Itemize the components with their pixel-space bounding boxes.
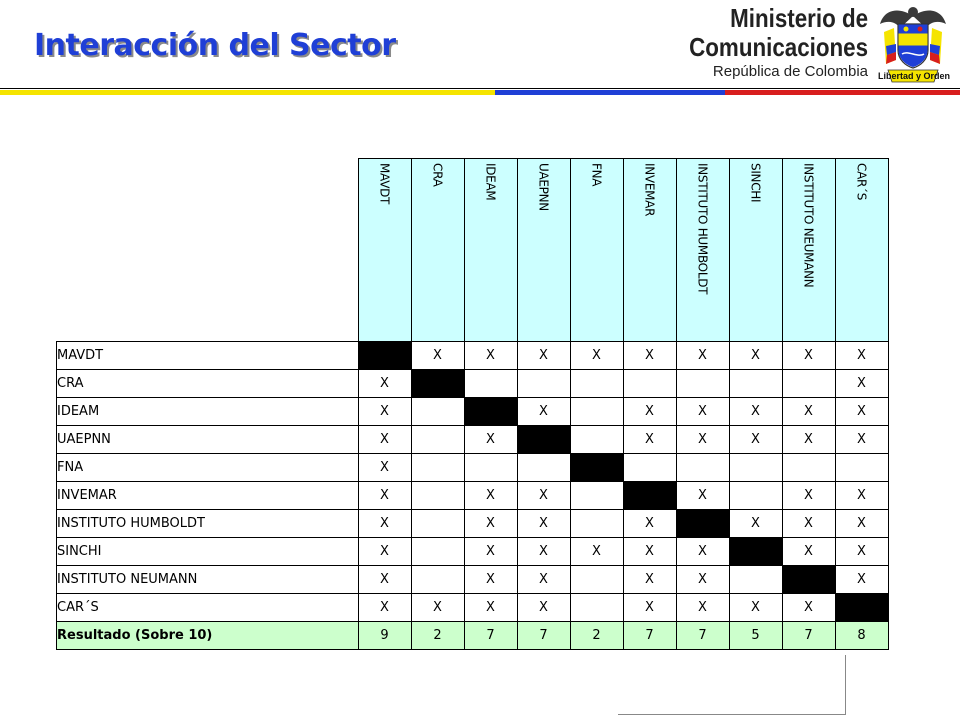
table-cell: X bbox=[464, 342, 517, 370]
table-cell bbox=[464, 454, 517, 482]
column-header-label: INSTITUTO NEUMANN bbox=[801, 163, 816, 288]
table-cell bbox=[570, 398, 623, 426]
column-header bbox=[570, 159, 623, 342]
table-row bbox=[57, 398, 889, 426]
table-cell: X bbox=[782, 510, 835, 538]
table-cell bbox=[517, 370, 570, 398]
table-cell: X bbox=[782, 398, 835, 426]
column-header bbox=[729, 159, 782, 342]
table-cell: X bbox=[835, 566, 888, 594]
table-cell: X bbox=[729, 594, 782, 622]
table-cell: X bbox=[517, 566, 570, 594]
table-cell: X bbox=[570, 538, 623, 566]
diagonal-cell bbox=[782, 566, 835, 594]
table-cell bbox=[782, 454, 835, 482]
row-label: INSTITUTO HUMBOLDT bbox=[57, 510, 359, 538]
page-title: Interacción del Sector bbox=[34, 28, 396, 63]
table-cell: X bbox=[835, 426, 888, 454]
result-value: 7 bbox=[517, 622, 570, 650]
column-header bbox=[464, 159, 517, 342]
table-cell: X bbox=[676, 426, 729, 454]
table-cell bbox=[517, 454, 570, 482]
table-cell: X bbox=[835, 342, 888, 370]
table-cell: X bbox=[676, 566, 729, 594]
table-cell: X bbox=[464, 538, 517, 566]
table-cell: X bbox=[570, 342, 623, 370]
table-cell bbox=[411, 482, 464, 510]
table-cell: X bbox=[835, 538, 888, 566]
table-row bbox=[57, 538, 889, 566]
table-cell: X bbox=[676, 342, 729, 370]
row-label: UAEPNN bbox=[57, 426, 359, 454]
table-cell: X bbox=[358, 594, 411, 622]
result-value: 2 bbox=[411, 622, 464, 650]
table-cell: X bbox=[623, 566, 676, 594]
table-cell bbox=[782, 370, 835, 398]
diagonal-cell bbox=[464, 398, 517, 426]
table-cell: X bbox=[623, 342, 676, 370]
row-label: INSTITUTO NEUMANN bbox=[57, 566, 359, 594]
table-cell bbox=[570, 426, 623, 454]
table-cell: X bbox=[464, 594, 517, 622]
table-cell bbox=[411, 398, 464, 426]
matrix-body bbox=[57, 342, 889, 650]
diagonal-cell bbox=[623, 482, 676, 510]
table-cell: X bbox=[517, 398, 570, 426]
diagonal-cell bbox=[676, 510, 729, 538]
table-cell: X bbox=[835, 370, 888, 398]
row-label: IDEAM bbox=[57, 398, 359, 426]
table-cell: X bbox=[358, 426, 411, 454]
column-header bbox=[676, 159, 729, 342]
table-cell bbox=[729, 370, 782, 398]
table-row bbox=[57, 342, 889, 370]
result-value: 7 bbox=[464, 622, 517, 650]
table-cell bbox=[411, 538, 464, 566]
table-cell: X bbox=[623, 510, 676, 538]
row-label: SINCHI bbox=[57, 538, 359, 566]
column-header bbox=[623, 159, 676, 342]
table-cell bbox=[570, 370, 623, 398]
table-cell: X bbox=[517, 482, 570, 510]
result-value: 7 bbox=[782, 622, 835, 650]
row-label: CRA bbox=[57, 370, 359, 398]
table-cell bbox=[729, 566, 782, 594]
table-cell: X bbox=[411, 594, 464, 622]
table-cell bbox=[570, 510, 623, 538]
table-cell bbox=[729, 482, 782, 510]
table-cell: X bbox=[358, 510, 411, 538]
matrix-corner bbox=[57, 159, 359, 342]
table-cell: X bbox=[358, 454, 411, 482]
column-header bbox=[411, 159, 464, 342]
row-label: CAR´S bbox=[57, 594, 359, 622]
seal-motto: Libertad y Orden bbox=[878, 71, 951, 81]
table-cell: X bbox=[358, 398, 411, 426]
table-cell bbox=[570, 566, 623, 594]
table-cell: X bbox=[729, 510, 782, 538]
table-cell bbox=[570, 594, 623, 622]
connector-line-horizontal bbox=[618, 714, 846, 715]
table-cell: X bbox=[782, 538, 835, 566]
table-cell: X bbox=[358, 566, 411, 594]
row-label: FNA bbox=[57, 454, 359, 482]
result-value: 9 bbox=[358, 622, 411, 650]
column-header-label: INSTITUTO HUMBOLDT bbox=[695, 163, 710, 295]
result-row bbox=[57, 622, 889, 650]
table-cell: X bbox=[782, 426, 835, 454]
diagonal-cell bbox=[729, 538, 782, 566]
table-cell: X bbox=[517, 510, 570, 538]
result-label: Resultado (Sobre 10) bbox=[57, 622, 359, 650]
column-header-label: UAEPNN bbox=[536, 163, 551, 211]
table-row bbox=[57, 566, 889, 594]
column-header bbox=[358, 159, 411, 342]
matrix-header-row bbox=[57, 159, 889, 342]
column-header-label: MAVDT bbox=[377, 163, 392, 205]
interaction-matrix bbox=[56, 158, 889, 650]
table-cell: X bbox=[464, 482, 517, 510]
diagonal-cell bbox=[411, 370, 464, 398]
table-row bbox=[57, 482, 889, 510]
header-divider-bar bbox=[0, 88, 960, 96]
row-label: INVEMAR bbox=[57, 482, 359, 510]
table-row bbox=[57, 594, 889, 622]
table-cell: X bbox=[517, 342, 570, 370]
row-label: MAVDT bbox=[57, 342, 359, 370]
table-cell bbox=[835, 454, 888, 482]
table-cell: X bbox=[676, 482, 729, 510]
table-row bbox=[57, 370, 889, 398]
table-cell: X bbox=[464, 566, 517, 594]
table-cell: X bbox=[358, 370, 411, 398]
table-cell bbox=[411, 426, 464, 454]
table-row bbox=[57, 510, 889, 538]
table-cell: X bbox=[623, 594, 676, 622]
table-cell: X bbox=[358, 482, 411, 510]
table-cell: X bbox=[464, 426, 517, 454]
table-row bbox=[57, 454, 889, 482]
table-cell: X bbox=[835, 482, 888, 510]
table-cell: X bbox=[782, 342, 835, 370]
table-cell: X bbox=[623, 538, 676, 566]
result-value: 5 bbox=[729, 622, 782, 650]
table-cell bbox=[623, 454, 676, 482]
table-cell: X bbox=[411, 342, 464, 370]
column-header bbox=[835, 159, 888, 342]
table-cell bbox=[676, 454, 729, 482]
table-cell bbox=[411, 510, 464, 538]
table-cell: X bbox=[464, 510, 517, 538]
header-divider-line bbox=[0, 88, 960, 89]
ministry-country: República de Colombia bbox=[712, 63, 868, 80]
result-value: 7 bbox=[623, 622, 676, 650]
table-cell: X bbox=[835, 398, 888, 426]
table-cell bbox=[411, 566, 464, 594]
table-cell: X bbox=[729, 398, 782, 426]
table-cell bbox=[623, 370, 676, 398]
table-cell bbox=[729, 454, 782, 482]
header-bar-blue bbox=[495, 90, 725, 95]
table-cell: X bbox=[358, 538, 411, 566]
table-cell bbox=[676, 370, 729, 398]
diagonal-cell bbox=[358, 342, 411, 370]
connector-line-vertical bbox=[845, 655, 846, 715]
column-header-label: FNA bbox=[589, 163, 604, 187]
column-header bbox=[517, 159, 570, 342]
header-bar-yellow bbox=[0, 90, 495, 95]
table-cell: X bbox=[623, 426, 676, 454]
ministry-name-line1: Ministerio de bbox=[730, 3, 868, 33]
diagonal-cell bbox=[517, 426, 570, 454]
table-cell bbox=[570, 482, 623, 510]
diagonal-cell bbox=[570, 454, 623, 482]
table-cell: X bbox=[517, 538, 570, 566]
column-header-label: SINCHI bbox=[748, 163, 763, 203]
column-header bbox=[782, 159, 835, 342]
table-cell: X bbox=[729, 426, 782, 454]
table-cell: X bbox=[623, 398, 676, 426]
table-cell bbox=[464, 370, 517, 398]
column-header-label: CAR´S bbox=[854, 163, 869, 201]
table-row bbox=[57, 426, 889, 454]
table-cell: X bbox=[835, 510, 888, 538]
header-bar-red bbox=[725, 90, 960, 95]
table-cell: X bbox=[517, 594, 570, 622]
column-header-label: IDEAM bbox=[483, 163, 498, 201]
diagonal-cell bbox=[835, 594, 888, 622]
table-cell: X bbox=[676, 398, 729, 426]
result-value: 2 bbox=[570, 622, 623, 650]
table-cell: X bbox=[782, 482, 835, 510]
result-value: 8 bbox=[835, 622, 888, 650]
table-cell: X bbox=[676, 538, 729, 566]
result-value: 7 bbox=[676, 622, 729, 650]
table-cell: X bbox=[729, 342, 782, 370]
ministry-name-line2: Comunicaciones bbox=[689, 32, 868, 62]
table-cell bbox=[411, 454, 464, 482]
column-header-label: CRA bbox=[430, 163, 445, 187]
table-cell: X bbox=[782, 594, 835, 622]
table-cell: X bbox=[676, 594, 729, 622]
column-header-label: INVEMAR bbox=[642, 163, 657, 217]
ministry-logo-text bbox=[660, 4, 868, 82]
